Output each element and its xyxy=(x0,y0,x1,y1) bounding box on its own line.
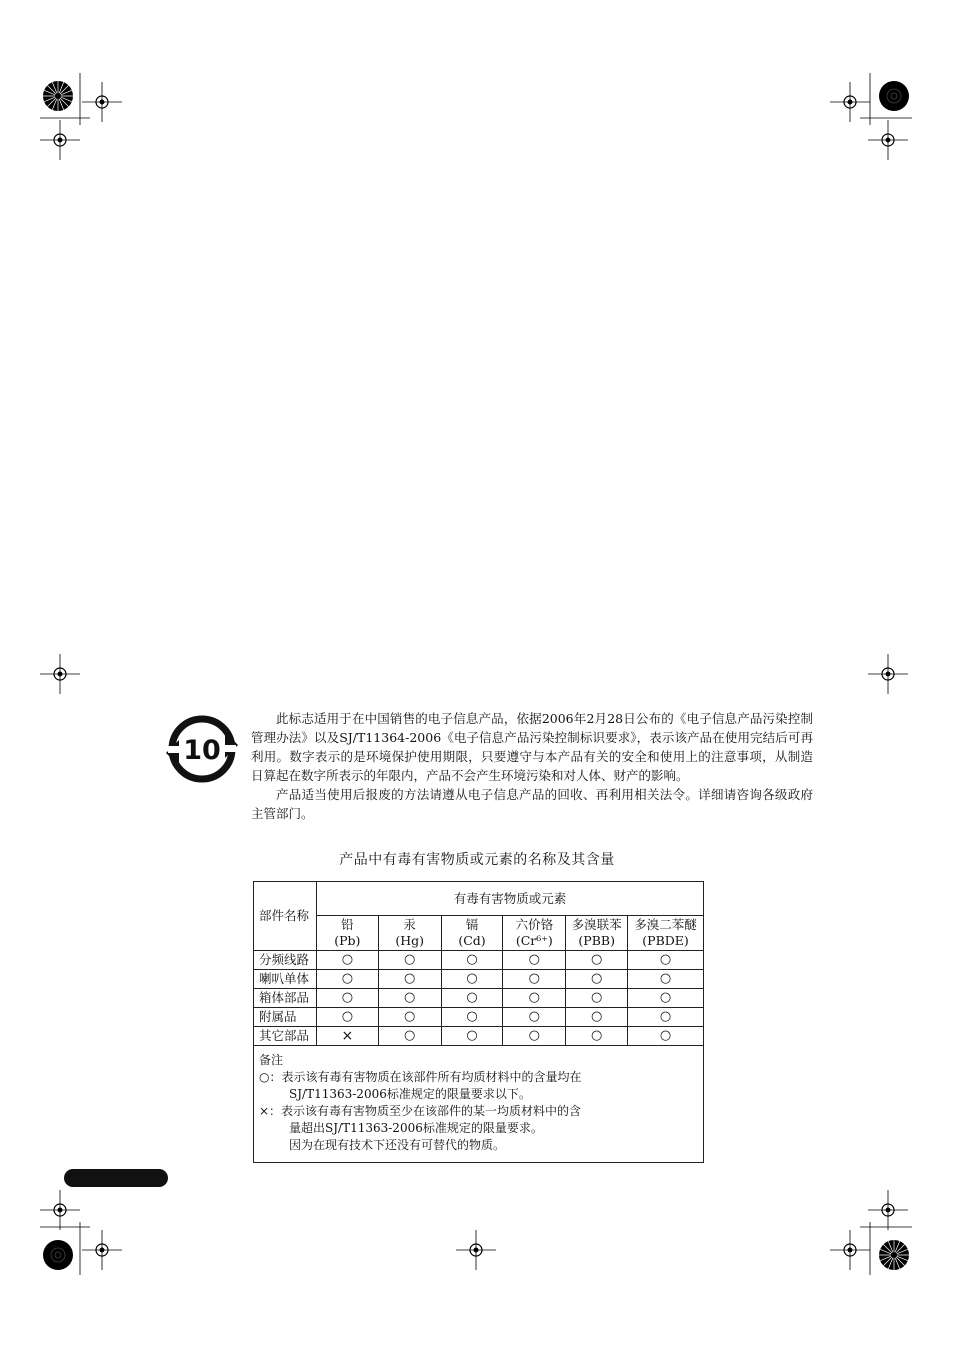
table-notes: 备注 ○：表示该有毒有害物质在该部件所有均质材料中的含量均在 SJ/T11363-2006标准规定的限量要求以下。 ×：表示该有毒有害物质至少在该部件的某一均质材料中的含 量超出SJ/T11363-2006标准规定的限量要求。 因为在现有技术下还没有可替代的物质。 xyxy=(254,1046,704,1163)
substance-header: 铅 (Pb) xyxy=(316,916,378,951)
substance-header: 多溴联苯 (PBB) xyxy=(566,916,628,951)
intro-paragraph-2: 产品适当使用后报废的方法请遵从电子信息产品的回收、再利用相关法令。详细请咨询各级政府主管部门。 xyxy=(251,787,813,821)
substance-header: 镉 (Cd) xyxy=(441,916,503,951)
notes-title: 备注 xyxy=(259,1053,284,1067)
intro-paragraph-1: 此标志适用于在中国销售的电子信息产品，依据2006年2月28日公布的《电子信息产品污染控制管理办法》以及SJ/T11364-2006《电子信息产品污染控制标识要求》，表示该产品在使用完结后可再利用。数字表示的是环境保护使用期限，只要遵守与本产品有关的安全和使用上的注意事项，从制造日算起在数字所表示的年限内，产品不会产生环境污染和对人体、财产的影响。 xyxy=(251,711,813,783)
environmental-protection-period-logo xyxy=(166,713,238,785)
substance-header: 多溴二苯醚 (PBDE) xyxy=(628,916,704,951)
page-number-tab xyxy=(64,1169,168,1187)
table-row: 其它部品 × ○ ○ ○ ○ ○ xyxy=(254,1027,704,1046)
substance-header: 六价铬 (Cr⁶⁺) xyxy=(503,916,566,951)
note-cross: ×：表示该有毒有害物质至少在该部件的某一均质材料中的含 xyxy=(259,1104,582,1118)
note-circle: ○：表示该有毒有害物质在该部件所有均质材料中的含量均在 xyxy=(259,1070,582,1084)
logo-number: 10 xyxy=(183,735,221,766)
table-row: 箱体部品 ○ ○ ○ ○ ○ ○ xyxy=(254,989,704,1008)
table-row: 附属品 ○ ○ ○ ○ ○ ○ xyxy=(254,1008,704,1027)
substance-header: 汞 (Hg) xyxy=(378,916,441,951)
hazardous-substances-table xyxy=(253,881,704,1163)
table-row: 喇叭单体 ○ ○ ○ ○ ○ ○ xyxy=(254,970,704,989)
intro-text xyxy=(251,709,813,823)
table-row: 分频线路 ○ ○ ○ ○ ○ ○ xyxy=(254,951,704,970)
part-name-header: 部件名称 xyxy=(254,882,317,951)
substance-group-header: 有毒有害物质或元素 xyxy=(316,882,703,916)
table-title: 产品中有毒有害物质或元素的名称及其含量 xyxy=(339,852,615,868)
